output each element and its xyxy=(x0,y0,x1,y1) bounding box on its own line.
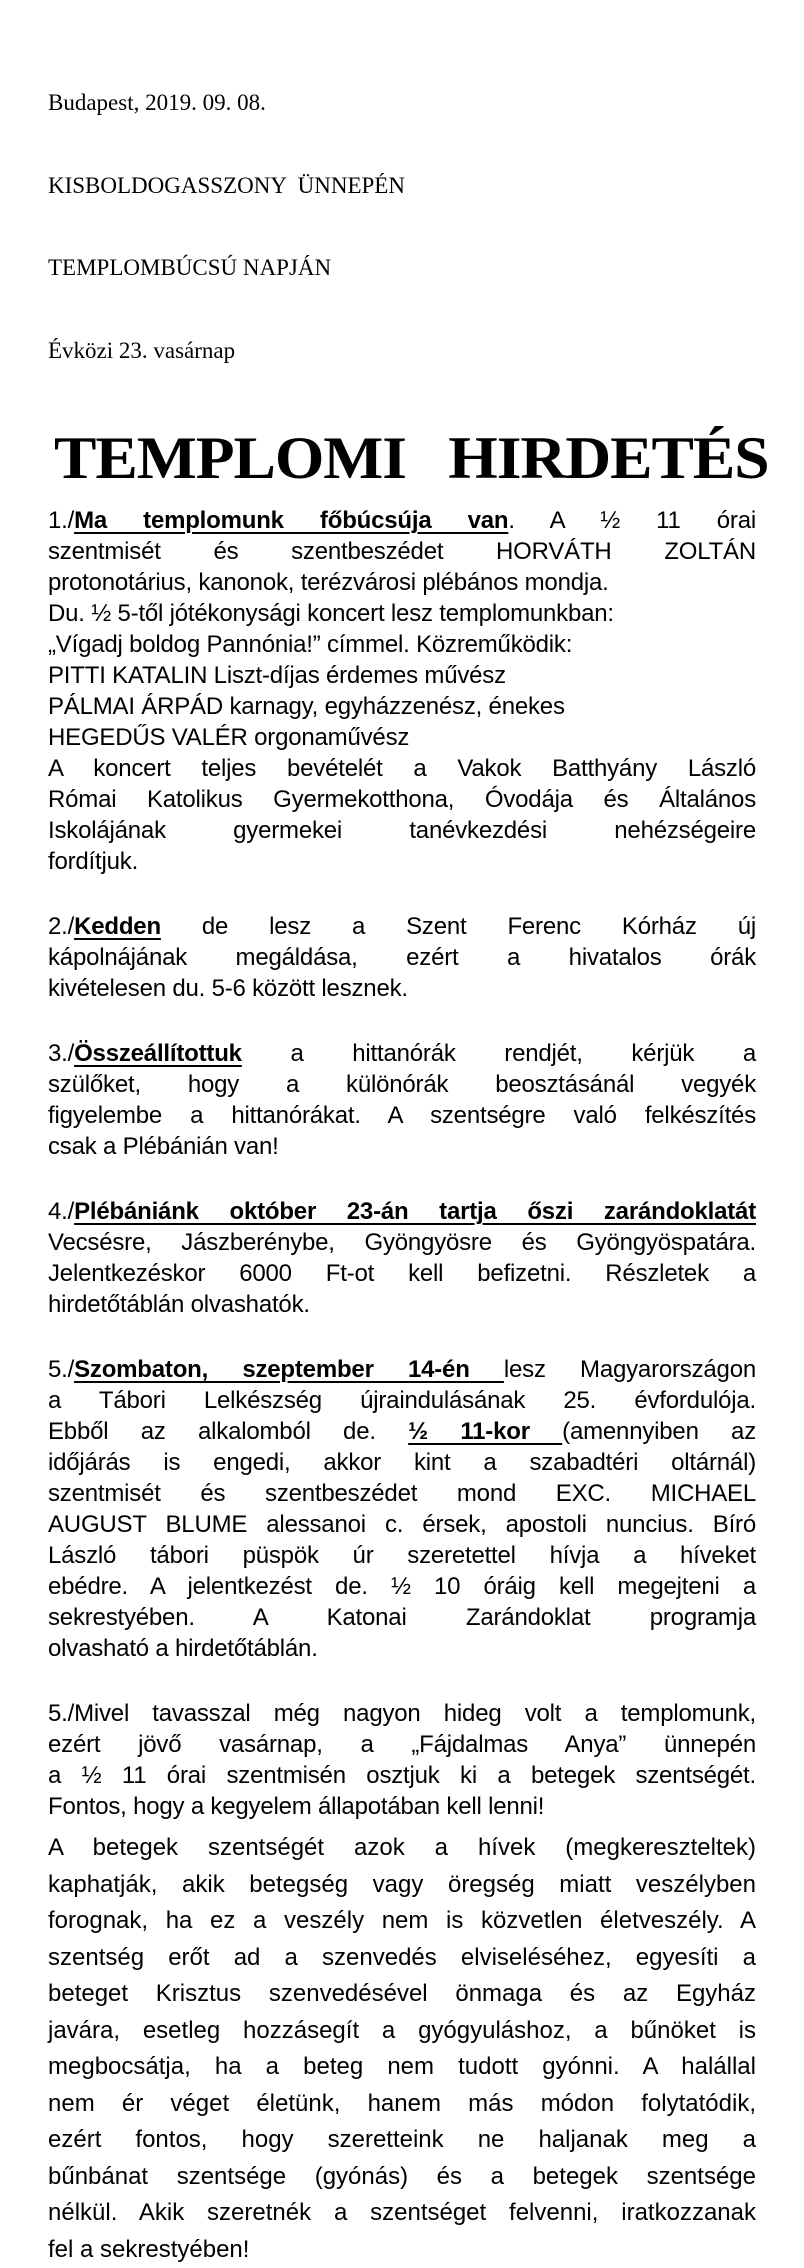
text-line xyxy=(48,1760,756,1791)
text-line xyxy=(48,1478,756,1509)
text-line xyxy=(48,846,756,877)
text-line xyxy=(48,2159,756,2196)
text-run: Ebből az alkalomból de. xyxy=(48,1418,408,1445)
text-run: (amennyiben az xyxy=(562,1418,756,1445)
text-run: ezért fontos, hogy szeretteink ne haljanak meg a xyxy=(48,2126,756,2153)
text-run: 5./ xyxy=(48,1356,74,1383)
text-run: kápolnájának megáldása, ezért a hivatalos órák xyxy=(48,944,756,971)
text-run: szentmisét és szentbeszédet HORVÁTH ZOLTÁN xyxy=(48,538,756,565)
text-run: Római Katolikus Gyermekotthona, Óvodája és Általános xyxy=(48,786,756,813)
text-run: bűnbánat szentsége (gyónás) és a betegek szentsége xyxy=(48,2163,756,2190)
text-line xyxy=(48,1354,756,1385)
announcement-1-bucsu xyxy=(48,505,756,877)
text-run: nélkül. Akik szeretnék a szentséget felvenni, iratkozzanak xyxy=(48,2199,756,2226)
text-run: fel a sekrestyében! xyxy=(48,2236,249,2263)
text-line xyxy=(48,660,756,691)
text-line xyxy=(48,753,756,784)
text-run: 2./ xyxy=(48,913,74,940)
text-run: hirdetőtáblán olvashatók. xyxy=(48,1291,310,1318)
text-run: . A ½ 11 órai xyxy=(508,507,756,534)
text-line xyxy=(48,1385,756,1416)
text-run: szentség erőt ad a szenvedés elviseléséhez, egyesíti a xyxy=(48,1944,756,1971)
text-line xyxy=(48,567,756,598)
announcement-3-hittanorak xyxy=(48,1038,756,1162)
text-run: lesz Magyarországon xyxy=(504,1356,756,1383)
text-run: Vecsésre, Jászberénybe, Gyöngyösre és Gyöngyöspatára. xyxy=(48,1229,756,1256)
text-run: AUGUST BLUME alessanoi c. érsek, apostoli nuncius. Bíró xyxy=(48,1511,756,1538)
text-line xyxy=(48,505,756,536)
text-run: beteget Krisztus szenvedésével önmaga és az Egyház xyxy=(48,1980,756,2007)
place-date-line: Budapest, 2019. 09. 08. xyxy=(48,89,756,117)
text-line xyxy=(48,1698,756,1729)
text-line xyxy=(48,1227,756,1258)
text-line xyxy=(48,691,756,722)
text-run: forognak, ha ez a veszély nem is közvetlen életveszély. A xyxy=(48,1907,756,1934)
text-run: 1./ xyxy=(48,507,74,534)
text-line xyxy=(48,1258,756,1289)
text-line xyxy=(48,2232,756,2268)
text-line xyxy=(48,1729,756,1760)
text-run: de lesz a Szent Ferenc Kórház új xyxy=(161,913,756,940)
text-line xyxy=(48,1540,756,1571)
text-line xyxy=(48,1131,756,1162)
text-run: szentmisét és szentbeszédet mond EXC. MICHAEL xyxy=(48,1480,756,1507)
text-line xyxy=(48,2049,756,2086)
text-run: kaphatják, akik betegség vagy öregség miatt veszélyben xyxy=(48,1871,756,1898)
text-run: megbocsátja, ha a beteg nem tudott gyónni. A halállal xyxy=(48,2053,756,2080)
announcement-5b-betegek-szentsege xyxy=(48,1698,756,1822)
text-run: figyelembe a hittanórákat. A szentségre való felkészítés xyxy=(48,1102,756,1129)
text-run: fordítjuk. xyxy=(48,848,138,875)
text-run: a Tábori Lelkészség újraindulásának 25. évfordulója. xyxy=(48,1387,756,1414)
text-line xyxy=(48,784,756,815)
text-run: nem ér véget életünk, hanem más módon folytatódik, xyxy=(48,2090,756,2117)
emphasized-text-run: Kedden xyxy=(74,913,161,940)
feast-day-line: TEMPLOMBÚCSÚ NAPJÁN xyxy=(48,254,756,282)
text-line xyxy=(48,1867,756,1904)
text-line xyxy=(48,629,756,660)
emphasized-text-run: Szombaton, szeptember 14-én xyxy=(74,1356,504,1383)
text-run: javára, esetleg hozzásegít a gyógyuláshoz, a bűnöket is xyxy=(48,2017,756,2044)
text-line xyxy=(48,1602,756,1633)
text-line xyxy=(48,2013,756,2050)
announcement-betegek-szentsege-magyarazat xyxy=(48,1830,756,2268)
text-line xyxy=(48,1069,756,1100)
text-run: csak a Plébánián van! xyxy=(48,1133,279,1160)
text-line xyxy=(48,1509,756,1540)
text-run: HEGEDŰS VALÉR orgonaművész xyxy=(48,724,409,751)
text-line xyxy=(48,1289,756,1320)
announcement-2-kapolna xyxy=(48,911,756,1004)
emphasized-text-run: ½ 11-kor xyxy=(408,1418,562,1445)
text-line xyxy=(48,1196,756,1227)
text-run: A koncert teljes bevételét a Vakok Batthyány László xyxy=(48,755,756,782)
feast-name-line: KISBOLDOGASSZONY ÜNNEPÉN xyxy=(48,172,756,200)
document-header xyxy=(48,34,756,419)
text-run: a hittanórák rendjét, kérjük a xyxy=(242,1040,756,1067)
text-run: ebédre. A jelentkezést de. ½ 10 óráig kell megejteni a xyxy=(48,1573,756,1600)
text-run: ezért jövő vasárnap, a „Fájdalmas Anya” ünnepén xyxy=(48,1731,756,1758)
text-run: a ½ 11 órai szentmisén osztjuk ki a betegek szentségét. xyxy=(48,1762,756,1789)
announcement-5-tabori-lelkeszseg xyxy=(48,1354,756,1664)
text-line xyxy=(48,1940,756,1977)
text-line xyxy=(48,911,756,942)
text-line xyxy=(48,2086,756,2123)
text-line xyxy=(48,598,756,629)
announcements-list xyxy=(48,505,756,2268)
text-run: protonotárius, kanonok, terézvárosi plébános mondja. xyxy=(48,569,609,596)
emphasized-text-run: Plébániánk október 23-án tartja őszi zarándoklatát xyxy=(74,1198,756,1225)
text-line xyxy=(48,1100,756,1131)
text-run: 5./Mivel tavasszal még nagyon hideg volt a templomunk, xyxy=(48,1700,756,1727)
text-line xyxy=(48,815,756,846)
text-run: „Vígadj boldog Pannónia!” címmel. Közreműködik: xyxy=(48,631,572,658)
text-line xyxy=(48,2122,756,2159)
text-run: Jelentkezéskor 6000 Ft-ot kell befizetni. Részletek a xyxy=(48,1260,756,1287)
text-line xyxy=(48,1416,756,1447)
text-run: László tábori püspök úr szeretettel hívja a híveket xyxy=(48,1542,756,1569)
text-run: olvasható a hirdetőtáblán. xyxy=(48,1635,318,1662)
text-run: kivételesen du. 5-6 között lesznek. xyxy=(48,975,408,1002)
emphasized-text-run: Ma templomunk főbúcsúja van xyxy=(74,507,508,534)
text-run: PITTI KATALIN Liszt-díjas érdemes művész xyxy=(48,662,506,689)
text-run: 4./ xyxy=(48,1198,74,1225)
text-line xyxy=(48,2195,756,2232)
text-line xyxy=(48,1903,756,1940)
text-run: A betegek szentségét azok a hívek (megkereszteltek) xyxy=(48,1834,756,1861)
text-line xyxy=(48,1791,756,1822)
text-run: sekrestyében. A Katonai Zarándoklat programja xyxy=(48,1604,756,1631)
text-line xyxy=(48,536,756,567)
text-line xyxy=(48,1633,756,1664)
emphasized-text-run: Összeállítottuk xyxy=(74,1040,242,1067)
text-run: Du. ½ 5-től jótékonysági koncert lesz templomunkban: xyxy=(48,600,614,627)
announcement-4-zarandoklat xyxy=(48,1196,756,1320)
text-line xyxy=(48,1976,756,2013)
document-title: TEMPLOMI HIRDETÉS xyxy=(54,427,798,489)
text-run: időjárás is engedi, akkor kint a szabadtéri oltárnál) xyxy=(48,1449,756,1476)
text-line xyxy=(48,722,756,753)
text-line xyxy=(48,1571,756,1602)
text-line xyxy=(48,1830,756,1867)
text-run: szülőket, hogy a különórák beosztásánál vegyék xyxy=(48,1071,756,1098)
text-run: PÁLMAI ÁRPÁD karnagy, egyházzenész, énekes xyxy=(48,693,565,720)
liturgical-day-line: Évközi 23. vasárnap xyxy=(48,337,756,365)
text-run: Fontos, hogy a kegyelem állapotában kell lenni! xyxy=(48,1793,544,1820)
text-line xyxy=(48,1447,756,1478)
text-line xyxy=(48,1038,756,1069)
text-line xyxy=(48,942,756,973)
text-line xyxy=(48,973,756,1004)
text-run: Iskolájának gyermekei tanévkezdési nehézségeire xyxy=(48,817,756,844)
text-run: 3./ xyxy=(48,1040,74,1067)
